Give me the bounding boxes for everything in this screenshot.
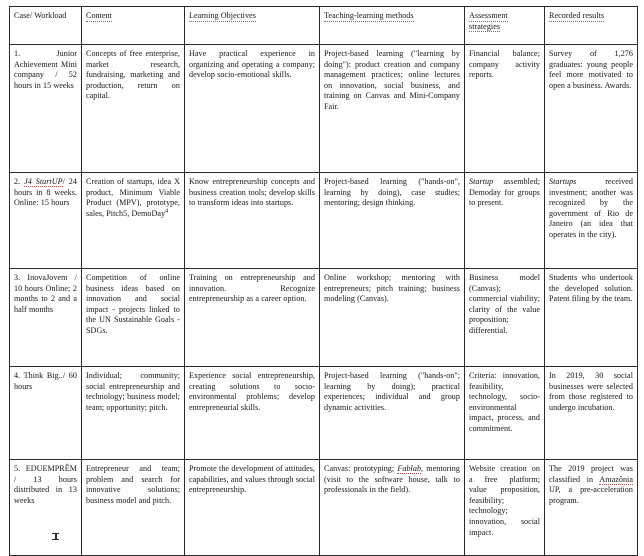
- cell-recorded-results: [545, 460, 638, 556]
- text-cursor-anchor-mark: [55, 533, 57, 540]
- cell-content: [82, 173, 185, 269]
- column-header-recorded-results: [545, 7, 638, 45]
- results-prefix: The 2019 project was classified in: [549, 464, 633, 484]
- cell-assessment-strategies: [465, 173, 545, 269]
- cell-assessment-strategies: Business model (Canvas); commercial viability; clarity of the value proposition; differential.: [465, 269, 545, 367]
- case-name-italic: J4 StartUP: [24, 177, 63, 186]
- cell-content: Individual; community; social entrepreneurship and technology; business model; team; opportunity; pitch.: [82, 367, 185, 460]
- header-row: [10, 7, 638, 45]
- table-row: [10, 45, 638, 173]
- column-header-learning-objectives: [185, 7, 320, 45]
- column-header-content: [82, 7, 185, 45]
- cell-case-workload: 5. EDUEMPRÊM / 13 hours distributed in 13 weeks: [10, 460, 82, 556]
- cell-teaching-learning-methods: Project-based learning ("learning by doing"): product creation and company management practices; online lectures on innovation, social business, and training on Canvas and Mini-Company Fair.: [320, 45, 465, 173]
- results-text: received investment; another was recognized by the government of Rio de Janeiro (an idea that operates in the city).: [549, 177, 633, 239]
- cell-teaching-learning-methods: Project-based learning ("hands-on", learning by doing), case studies; mentoring; design thinking.: [320, 173, 465, 269]
- cell-recorded-results: Survey of 1,276 graduates: young people feel more motivated to open a business. Awards.: [545, 45, 638, 173]
- cell-case-workload: 1. Junior Achievement Mini company / 52 hours in 15 weeks: [10, 45, 82, 173]
- cell-assessment-strategies: Criteria: innovation, feasibility, technology, socio-environmental impact, process, and commitment.: [465, 367, 545, 460]
- header-label-content: Content: [86, 11, 112, 20]
- content-footnote-marker: 4: [165, 208, 169, 215]
- assessment-italic-term: Startup: [469, 177, 494, 186]
- table-header: [10, 7, 638, 45]
- cell-assessment-strategies: Financial balance; company activity reports.: [465, 45, 545, 173]
- cell-learning-objectives: Have practical experience in organizing and operating a company; develop socio-emotional skills.: [185, 45, 320, 173]
- methods-italic-term: Fablab: [397, 464, 422, 473]
- table-row: [10, 367, 638, 460]
- column-header-case-workload: [10, 7, 82, 45]
- assessment-text: assembled; Demoday for groups to present.: [469, 177, 540, 208]
- column-header-assessment-strategies: [465, 7, 545, 45]
- results-spellchecked-term: Amazônia: [599, 474, 633, 484]
- cell-case-workload: [10, 173, 82, 269]
- case-suffix: / 24 hours in 8 weeks. Online: 15 hours: [14, 177, 78, 208]
- cell-case-workload: 3. InovaJovem / 10 hours Online; 2 months to 2 and a half months: [10, 269, 82, 367]
- cell-teaching-learning-methods: Online workshop; mentoring with entrepreneurs; pitch training; business modeling (Canvas).: [320, 269, 465, 367]
- methods-suffix: , mentoring (visit to the software house, talk to professionals in the field).: [324, 464, 460, 495]
- header-line-case: Case/ Workload: [14, 11, 67, 20]
- cell-content: Entrepreneur and team; problem and search for innovative solutions; business model and pitch.: [82, 460, 185, 556]
- cell-recorded-results: [545, 173, 638, 269]
- cell-content: Competition of online business ideas based on innovation and social impact - projects linked to the UN Sustainable Goals - SDGs.: [82, 269, 185, 367]
- cell-recorded-results: In 2019, 30 social businesses were selected from those registered to undergo incubation.: [545, 367, 638, 460]
- table-row: [10, 173, 638, 269]
- cell-recorded-results: Students who undertook the developed solution. Patent filing by the team.: [545, 269, 638, 367]
- results-italic-term: Startups: [549, 177, 577, 186]
- case-prefix: 2.: [14, 177, 25, 186]
- cell-teaching-learning-methods: Project-based learning ("hands-on"; learning by doing); practical experiences; individual and group dynamic activities.: [320, 367, 465, 460]
- methods-prefix: Canvas: prototyping;: [324, 464, 398, 473]
- table-row: [10, 269, 638, 367]
- cases-table: [9, 6, 638, 556]
- cell-assessment-strategies: Website creation on a free platform; value proposition, feasibility; technology; innovation, social impact.: [465, 460, 545, 556]
- cell-learning-objectives: Know entrepreneurship concepts and business creation tools; develop skills to transform ideas into startups.: [185, 173, 320, 269]
- column-header-teaching-learning-methods: [320, 7, 465, 45]
- cell-learning-objectives: Experience social entrepreneurship, creating solutions to socio-environmental problems; develop entrepreneurial skills.: [185, 367, 320, 460]
- cell-learning-objectives: Promote the development of attitudes, capabilities, and values through social entrepreneurship.: [185, 460, 320, 556]
- cell-learning-objectives: Training on entrepreneurship and innovation. Recognize entrepreneurship as a career option.: [185, 269, 320, 367]
- results-suffix: UP, a pre-acceleration program.: [549, 485, 633, 505]
- content-text: Creation of startups, idea X product, Minimum Viable Product (MPV), prototype, sales, Pitch5, DemoDay: [86, 177, 180, 218]
- table-row: [10, 460, 638, 556]
- header-label-learning-objectives: Learning Objectives: [189, 11, 256, 20]
- header-label-assessment-strategies: Assessment strategies: [469, 11, 508, 31]
- cell-content: Concepts of free enterprise, market research, fundraising, marketing and production, return on capital.: [82, 45, 185, 173]
- cell-case-workload: 4. Think Big../ 60 hours: [10, 367, 82, 460]
- table-body: [10, 45, 638, 556]
- header-label-teaching-learning-methods: Teaching-learning methods: [324, 11, 414, 20]
- header-label-recorded-results: Recorded results: [549, 11, 605, 20]
- cell-teaching-learning-methods: [320, 460, 465, 556]
